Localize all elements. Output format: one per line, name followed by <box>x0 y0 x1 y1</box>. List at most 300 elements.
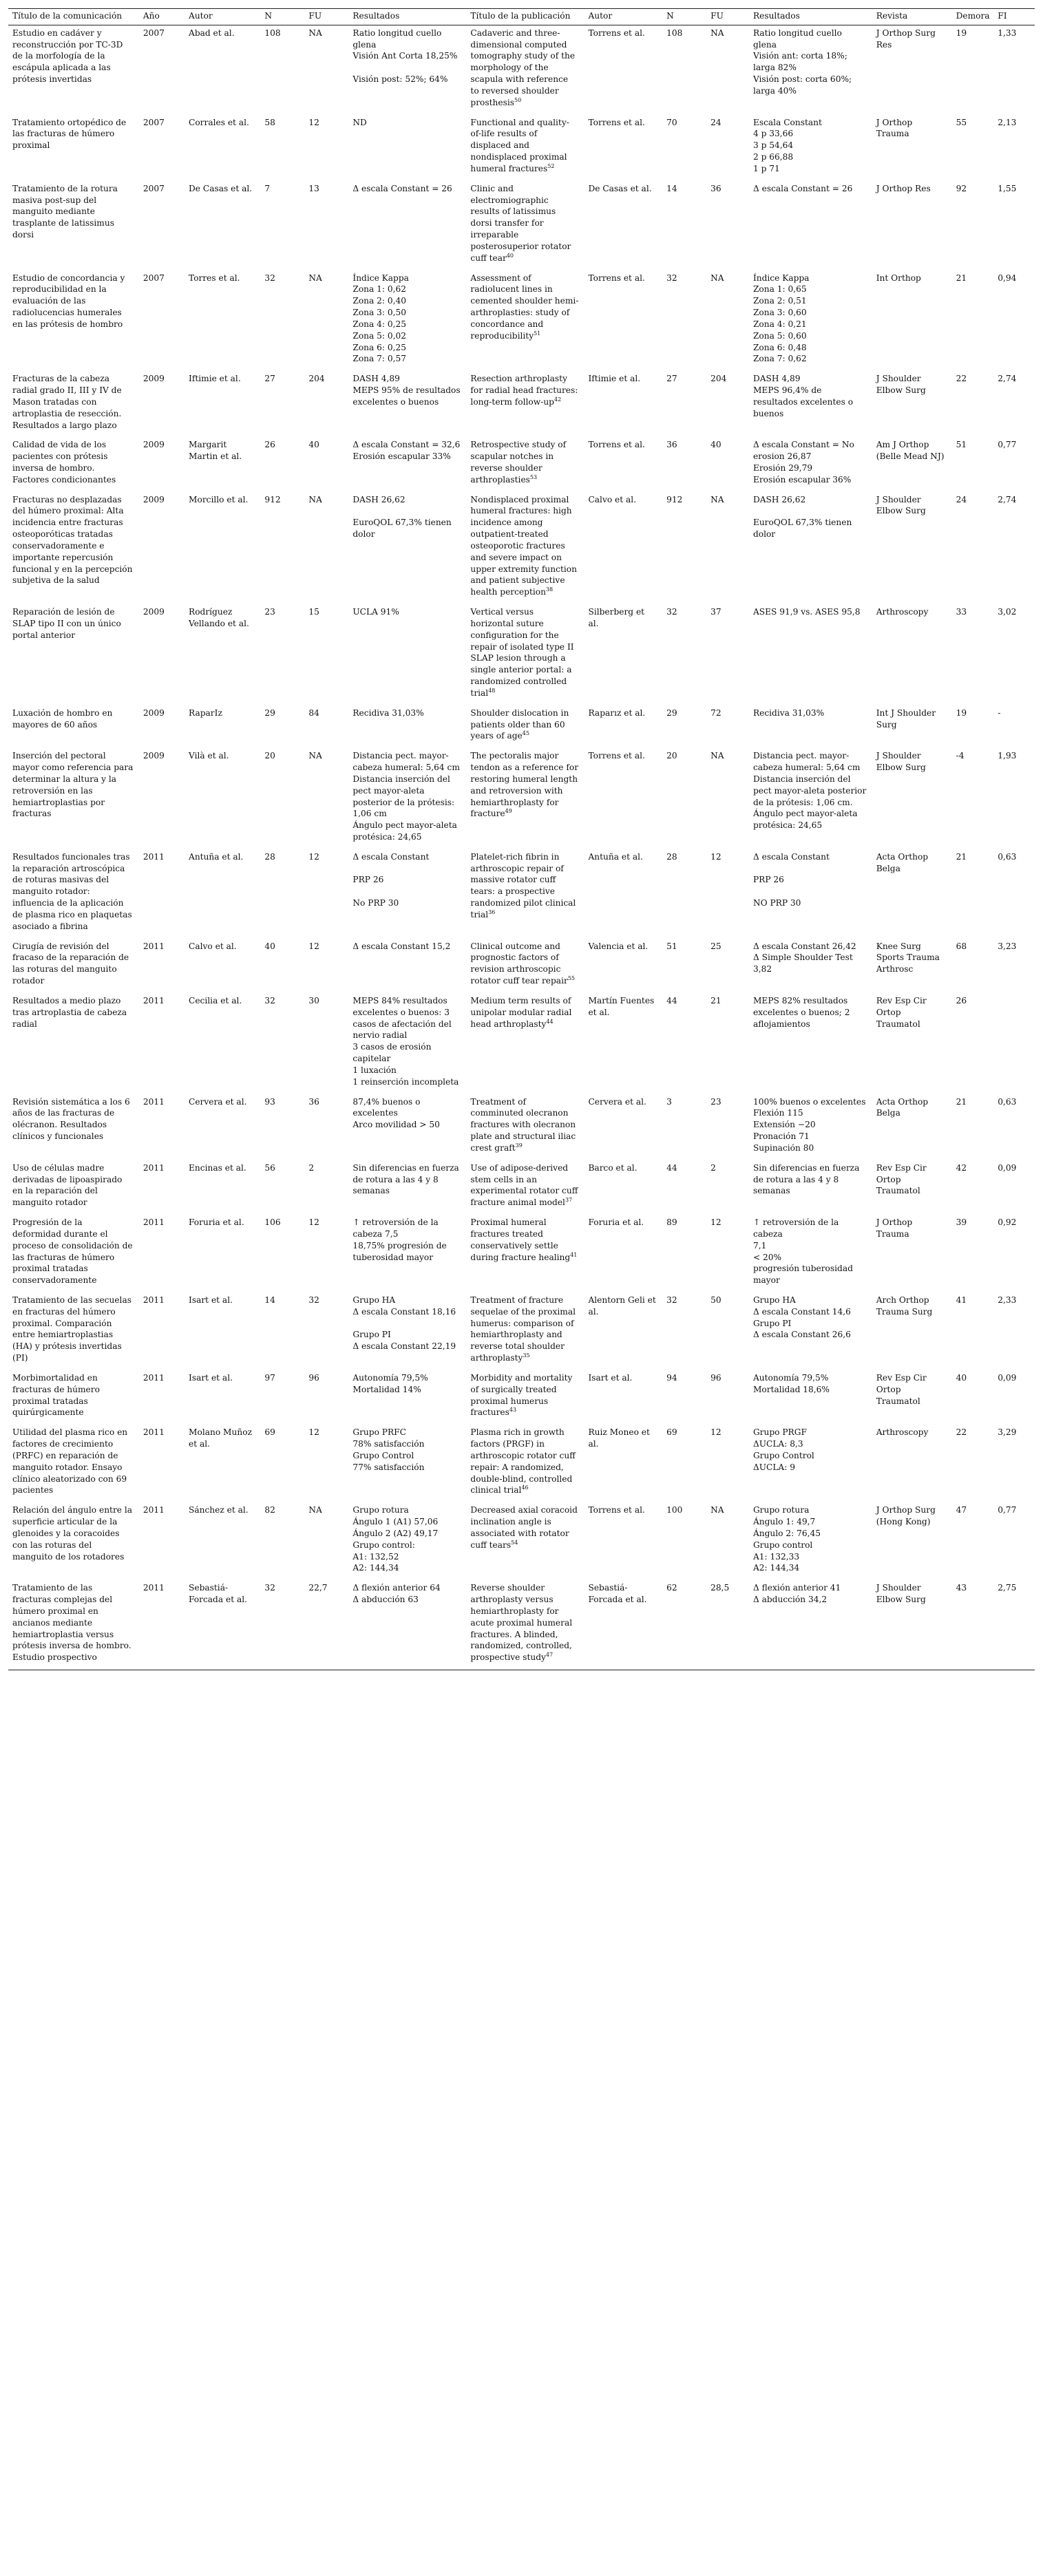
table-row <box>8 939 1035 993</box>
table-row <box>8 604 1035 705</box>
column-header: Demora <box>952 9 994 25</box>
pub-fu-cell: 23 <box>710 1096 721 1107</box>
reference-number: 38 <box>545 586 554 593</box>
impact-factor-cell: 2,33 <box>998 1295 1017 1305</box>
n-cell: 26 <box>264 440 275 450</box>
publication-title-text: Retrospective study of scapular notches in reverse shoulder arthroplasties <box>470 440 567 485</box>
author-cell: Morcillo et al. <box>189 494 249 504</box>
pub-author-cell: Valencia et al. <box>588 941 649 951</box>
pub-author-cell: Iftimie et al. <box>588 374 641 384</box>
pub-results-cell: ↑ retroversión de la cabeza 7,1 < 20% progresión tuberosidad mayor <box>752 1217 853 1286</box>
journal-cell: Arthroscopy <box>876 607 929 617</box>
communication-title: Revisión sistemática a los 6 años de las fracturas de olécranon. Resultados clínicos y funcionales <box>12 1096 130 1142</box>
delay-cell: 19 <box>956 707 967 718</box>
reference-number: 52 <box>547 162 555 169</box>
n-cell: 32 <box>264 273 275 283</box>
n-cell: 7 <box>264 183 271 193</box>
pub-results-cell: Ratio longitud cuello glena Visión ant: corta 18%; larga 82% Visión post: corta 60%; larga 40% <box>752 28 852 96</box>
pub-author-cell: Silberberg et al. <box>588 607 645 628</box>
communication-title: Utilidad del plasma rico en factores de crecimiento (PRFC) en reparación de manguito rotador. Ensayo clínico aleatorizado con 69 pacientes <box>12 1427 128 1495</box>
journal-cell: Rev Esp Cir Ortop Traumatol <box>876 995 927 1029</box>
results-cell: Ratio longitud cuello glena Visión Ant Corta 18,25% Visión post: 52%; 64% <box>352 28 458 85</box>
pub-n-cell: 29 <box>666 707 677 718</box>
pub-fu-cell: NA <box>710 494 724 504</box>
fu-cell: 12 <box>308 851 319 862</box>
delay-cell: 39 <box>956 1217 967 1228</box>
author-cell: Torres et al. <box>189 273 240 283</box>
pub-n-cell: 100 <box>666 1505 683 1515</box>
year-cell: 2009 <box>143 751 165 761</box>
impact-factor-cell: 3,29 <box>998 1427 1017 1438</box>
journal-cell: Arch Orthop Trauma Surg <box>876 1295 933 1317</box>
fu-cell: 32 <box>308 1295 319 1305</box>
n-cell: 93 <box>264 1096 275 1107</box>
reference-number: 37 <box>565 1197 573 1204</box>
pub-author-cell: Barco et al. <box>588 1162 638 1173</box>
delay-cell: 41 <box>956 1295 967 1305</box>
year-cell: 2011 <box>143 1505 165 1515</box>
n-cell: 82 <box>264 1505 275 1515</box>
fu-cell: 96 <box>308 1372 319 1383</box>
column-header: FU <box>304 9 348 25</box>
publication-title-text: Use of adipose-derived stem cells in an experimental rotator cuff fracture animal model <box>470 1162 578 1208</box>
year-cell: 2011 <box>143 851 165 862</box>
n-cell: 912 <box>264 494 281 504</box>
impact-factor-cell <box>993 993 1035 1094</box>
impact-factor-cell: 3,23 <box>998 941 1017 951</box>
year-cell: 2007 <box>143 28 165 38</box>
results-cell: DASH 26,62 EuroQOL 67,3% tienen dolor <box>352 494 452 540</box>
column-header: Año <box>139 9 185 25</box>
publication-title <box>466 270 584 372</box>
reference-number: 53 <box>529 473 538 480</box>
year-cell: 2011 <box>143 941 165 951</box>
table-row <box>8 437 1035 491</box>
publication-title <box>466 115 584 181</box>
publication-title <box>466 1215 584 1292</box>
publication-title <box>466 181 584 270</box>
column-header: Resultados <box>749 9 872 25</box>
author-cell: Cecilia et al. <box>189 995 242 1005</box>
author-cell: De Casas et al. <box>189 183 253 193</box>
author-cell: Corrales et al. <box>189 117 249 127</box>
reference-number: 50 <box>514 96 522 103</box>
year-cell: 2011 <box>143 1295 165 1305</box>
pub-results-cell: Recidiva 31,03% <box>752 707 825 718</box>
pub-results-cell: Sin diferencias en fuerza de rotura a las 4 y 8 semanas <box>752 1162 860 1196</box>
pub-results-cell: ASES 91,9 vs. ASES 95,8 <box>752 607 861 617</box>
author-cell: Isart et al. <box>189 1295 233 1305</box>
publication-title <box>466 604 584 705</box>
n-cell: 69 <box>264 1427 275 1438</box>
communication-title: Tratamiento de las secuelas en fracturas del húmero proximal. Comparación entre hemiartroplastias (HA) y prótesis invertidas (PI) <box>12 1295 131 1363</box>
pub-author-cell: Antuña et al. <box>588 851 643 862</box>
pub-fu-cell: NA <box>710 1505 724 1515</box>
reference-number: 39 <box>515 1142 523 1149</box>
pub-n-cell: 14 <box>666 183 677 193</box>
pub-author-cell: Torrens et al. <box>588 28 645 38</box>
column-header: Autor <box>185 9 260 25</box>
author-cell: Cervera et al. <box>189 1096 247 1107</box>
author-cell: Antuña et al. <box>189 851 244 862</box>
pub-n-cell: 69 <box>666 1427 677 1438</box>
publication-title <box>466 939 584 993</box>
comparison-table <box>8 8 1035 1670</box>
communication-title: Calidad de vida de los pacientes con prótesis inversa de hombro. Factores condicionantes <box>12 440 116 485</box>
n-cell: 32 <box>264 995 275 1005</box>
journal-cell: J Orthop Res <box>876 183 931 193</box>
author-cell: Molano Muñoz et al. <box>189 1427 252 1449</box>
delay-cell: 92 <box>956 183 967 193</box>
fu-cell: 40 <box>308 440 319 450</box>
year-cell: 2009 <box>143 494 165 504</box>
results-cell: ↑ retroversión de la cabeza 7,5 18,75% progresión de tuberosidad mayor <box>352 1217 447 1262</box>
publication-title <box>466 748 584 849</box>
pub-fu-cell: 2 <box>710 1162 716 1173</box>
column-header: Revista <box>872 9 952 25</box>
journal-cell: Arthroscopy <box>876 1427 929 1438</box>
pub-author-cell: Torrens et al. <box>588 751 645 761</box>
pub-author-cell: Foruria et al. <box>588 1217 644 1228</box>
year-cell: 2009 <box>143 607 165 617</box>
delay-cell: 68 <box>956 941 967 951</box>
pub-n-cell: 44 <box>666 995 677 1005</box>
journal-cell: Am J Orthop (Belle Mead NJ) <box>876 440 945 462</box>
impact-factor-cell: 2,74 <box>998 374 1017 384</box>
n-cell: 27 <box>264 374 275 384</box>
publication-title-text: Vertical versus horizontal suture configuration for the repair of isolated type II SLAP lesion through a single anterior portal: a randomized controlled trial <box>470 607 574 698</box>
results-cell: Autonomía 79,5% Mortalidad 14% <box>352 1372 428 1394</box>
table-row <box>8 1160 1035 1215</box>
publication-title-text: Proximal humeral fractures treated conservatively settle during fracture healing <box>470 1217 571 1262</box>
table-row <box>8 1502 1035 1580</box>
publication-title <box>466 1502 584 1580</box>
n-cell: 14 <box>264 1295 275 1305</box>
results-cell: Δ flexión anterior 64 Δ abducción 63 <box>348 1580 466 1670</box>
results-cell: Δ escala Constant PRP 26 No PRP 30 <box>352 851 430 908</box>
publication-title <box>466 1425 584 1502</box>
publication-title <box>466 1160 584 1215</box>
table-row <box>8 115 1035 181</box>
pub-n-cell: 20 <box>666 751 677 761</box>
pub-author-cell: De Casas et al. <box>588 183 652 193</box>
publication-title-text: The pectoralis major tendon as a reference for restoring humeral length and retroversion with hemiarthroplasty for fracture <box>470 751 579 819</box>
pub-author-cell: Torrens et al. <box>588 1505 645 1515</box>
pub-results-cell: Δ escala Constant PRP 26 NO PRP 30 <box>752 851 830 908</box>
pub-fu-cell: 50 <box>710 1295 721 1305</box>
publication-title-text: Shoulder dislocation in patients older than 60 years of age <box>470 707 569 741</box>
pub-n-cell: 27 <box>666 374 677 384</box>
communication-title: Tratamiento de las fracturas complejas del húmero proximal en ancianos mediante hemiartroplastia versus prótesis inversa de hombro. Estudio prospectivo <box>8 1580 139 1670</box>
column-header: Título de la comunicación <box>8 9 139 25</box>
results-cell: Grupo rotura Ángulo 1 (A1) 57,06 Ángulo 2 (A2) 49,17 Grupo control: A1: 132,52 A2: 144,34 <box>352 1505 439 1573</box>
communication-title: Cirugía de revisión del fracaso de la reparación de las roturas del manguito rotador <box>12 941 129 986</box>
year-cell: 2011 <box>143 1162 165 1173</box>
journal-cell: Acta Orthop Belga <box>876 1096 929 1118</box>
pub-results-cell: Δ flexión anterior 41 Δ abducción 34,2 <box>749 1580 872 1670</box>
pub-n-cell: 36 <box>666 440 677 450</box>
year-cell: 2011 <box>143 1427 165 1438</box>
fu-cell: NA <box>308 28 322 38</box>
table-row <box>8 1094 1035 1160</box>
table-row <box>8 1425 1035 1502</box>
pub-n-cell: 108 <box>666 28 683 38</box>
year-cell: 2009 <box>143 440 165 450</box>
reference-number: 40 <box>506 252 514 259</box>
impact-factor-cell: - <box>998 707 1001 718</box>
impact-factor-cell: 2,74 <box>998 494 1017 504</box>
communication-title: Reparación de lesión de SLAP tipo II con un único portal anterior <box>12 607 121 640</box>
pub-fu-cell: 72 <box>710 707 721 718</box>
results-cell: Sin diferencias en fuerza de rotura a las 4 y 8 semanas <box>352 1162 459 1196</box>
journal-cell: Rev Esp Cir Ortop Traumatol <box>876 1372 927 1406</box>
column-header: N <box>260 9 304 25</box>
table-row <box>8 993 1035 1094</box>
delay-cell: 21 <box>956 273 967 283</box>
publication-title <box>466 1292 584 1370</box>
author-cell: Foruria et al. <box>189 1217 244 1228</box>
pub-fu-cell: 12 <box>710 1217 721 1228</box>
table-row <box>8 849 1035 939</box>
pub-author-cell: Cervera et al. <box>588 1096 646 1107</box>
fu-cell: NA <box>308 494 322 504</box>
publication-title-text: Clinical outcome and prognostic factors of revision arthroscopic rotator cuff tear repair <box>470 941 568 986</box>
year-cell: 2009 <box>143 707 165 718</box>
delay-cell: 22 <box>956 1427 967 1438</box>
fu-cell: NA <box>308 273 322 283</box>
pub-n-cell: 70 <box>666 117 677 127</box>
reference-number: 35 <box>523 1352 530 1359</box>
n-cell: 40 <box>264 941 275 951</box>
pub-author-cell: Martín Fuentes et al. <box>588 995 655 1017</box>
pub-results-cell: Δ escala Constant 26,42 Δ Simple Shoulder Test 3,82 <box>752 941 856 975</box>
column-header: Resultados <box>348 9 466 25</box>
journal-cell: J Shoulder Elbow Surg <box>876 374 926 396</box>
pub-author-cell: Torrens et al. <box>588 117 645 127</box>
author-cell: Iftimie et al. <box>189 374 241 384</box>
fu-cell: 2 <box>308 1162 315 1173</box>
communication-title: Progresión de la deformidad durante el proceso de consolidación de las fracturas de húmero proximal tratadas conservadoramente <box>12 1217 133 1286</box>
pub-results-cell: Δ escala Constant = No erosion 26,87 Erosión 29,79 Erosión escapular 36% <box>752 440 854 485</box>
journal-cell: J Shoulder Elbow Surg <box>872 1580 952 1670</box>
impact-factor-cell: 2,13 <box>998 117 1017 127</box>
pub-n-cell: 62 <box>662 1580 706 1670</box>
year-cell: 2011 <box>143 1096 165 1107</box>
reference-number: 55 <box>567 975 575 982</box>
pub-author-cell: Ruiz Moneo et al. <box>588 1427 650 1449</box>
delay-cell: 40 <box>956 1372 967 1383</box>
pub-results-cell: DASH 4,89 MEPS 96,4% de resultados excelentes o buenos <box>752 374 854 418</box>
journal-cell: Int J Shoulder Surg <box>876 707 936 730</box>
pub-results-cell: Escala Constant 4 p 33,66 3 p 54,64 2 p 66,88 1 p 71 <box>752 117 822 173</box>
n-cell: 56 <box>264 1162 275 1173</box>
communication-title: Uso de células madre derivadas de lipoaspirado en la reparación del manguito rotador <box>12 1162 123 1208</box>
year-cell: 2007 <box>143 117 165 127</box>
fu-cell: 84 <box>308 707 319 718</box>
publication-title-text: Functional and quality-of-life results of displaced and nondisplaced proximal humeral fractures <box>470 117 569 173</box>
impact-factor-cell: 0,09 <box>998 1372 1017 1383</box>
author-cell: Margarit Martin et al. <box>189 440 242 462</box>
journal-cell: Acta Orthop Belga <box>876 851 929 873</box>
pub-results-cell: MEPS 82% resultados excelentes o buenos; 2 aflojamientos <box>752 995 850 1029</box>
pub-n-cell: 89 <box>666 1217 677 1228</box>
column-header: FI <box>993 9 1035 25</box>
fu-cell: 13 <box>308 183 319 193</box>
results-cell: Δ escala Constant = 26 <box>352 183 452 193</box>
delay-cell: 19 <box>956 28 967 38</box>
delay-cell: 26 <box>956 995 967 1005</box>
communication-title: Morbimortalidad en fracturas de húmero proximal tratadas quirúrgicamente <box>12 1372 100 1418</box>
pub-fu-cell: 28,5 <box>706 1580 749 1670</box>
publication-title <box>466 1370 584 1425</box>
publication-title-text: Plasma rich in growth factors (PRGF) in arthroscopic rotator cuff repair: A randomized, double-blind, controlled clinical trial <box>470 1427 576 1495</box>
impact-factor-cell: 1,93 <box>998 751 1017 761</box>
author-cell: Sánchez et al. <box>189 1505 249 1515</box>
pub-fu-cell: 40 <box>710 440 721 450</box>
results-cell: Δ escala Constant 15,2 <box>352 941 451 951</box>
reference-number: 42 <box>554 396 562 403</box>
results-cell: Recidiva 31,03% <box>352 707 424 718</box>
publication-title-text: Medium term results of unipolar modular radial head arthroplasty <box>470 995 572 1029</box>
delay-cell: 33 <box>956 607 967 617</box>
pub-fu-cell: 12 <box>710 851 721 862</box>
n-cell: 23 <box>264 607 275 617</box>
fu-cell: 30 <box>308 995 319 1005</box>
pub-n-cell: 44 <box>666 1162 677 1173</box>
table-row <box>8 1215 1035 1292</box>
table-header-row <box>8 9 1035 25</box>
publication-title <box>466 371 584 437</box>
communication-title: Luxación de hombro en mayores de 60 años <box>12 707 113 730</box>
fu-cell: 12 <box>308 1217 319 1228</box>
communication-title: Fracturas de la cabeza radial grado II, III y IV de Mason tratadas con artroplastia de resección. Resultados a largo plazo <box>12 374 122 430</box>
table-row <box>8 1292 1035 1370</box>
pub-n-cell: 32 <box>666 273 677 283</box>
table-row <box>8 181 1035 270</box>
n-cell: 97 <box>264 1372 275 1383</box>
pub-fu-cell: 24 <box>710 117 721 127</box>
author-cell: Vilà et al. <box>189 751 229 761</box>
author-cell: Isart et al. <box>189 1372 233 1383</box>
column-header: N <box>662 9 706 25</box>
impact-factor-cell: 0,09 <box>998 1162 1017 1173</box>
delay-cell: 21 <box>956 1096 967 1107</box>
reference-number: 44 <box>546 1018 554 1025</box>
communication-title: Estudio en cadáver y reconstrucción por TC-3D de la morfología de la escápula aplicada a las prótesis invertidas <box>12 28 123 85</box>
publication-title <box>466 25 584 114</box>
results-cell: Grupo HA Δ escala Constant 18,16 Grupo PI Δ escala Constant 22,19 <box>352 1295 456 1352</box>
publication-title-text: Decreased axial coracoid inclination angle is associated with rotator cuff tears <box>470 1505 578 1550</box>
fu-cell: NA <box>308 1505 322 1515</box>
impact-factor-cell: 0,77 <box>998 440 1017 450</box>
pub-results-cell: Δ escala Constant = 26 <box>752 183 853 193</box>
publication-title-text: Treatment of comminuted olecranon fractures with olecranon plate and structural iliac crest graft <box>470 1096 576 1153</box>
impact-factor-cell: 0,63 <box>998 1096 1017 1107</box>
publication-title-text: Reverse shoulder arthroplasty versus hemiarthroplasty for acute proximal humeral fractures. A blinded, randomized, controlled, prospective study <box>470 1583 573 1663</box>
fu-cell: 12 <box>308 941 319 951</box>
fu-cell: 36 <box>308 1096 319 1107</box>
communication-title: Resultados a medio plazo tras artroplastia de cabeza radial <box>12 995 127 1029</box>
communication-title: Tratamiento ortopédico de las fracturas de húmero proximal <box>12 117 127 151</box>
table-row <box>8 1580 1035 1670</box>
reference-number: 48 <box>488 687 496 694</box>
year-cell: 2011 <box>139 1580 185 1670</box>
reference-number: 41 <box>570 1251 578 1258</box>
reference-number: 46 <box>521 1484 529 1491</box>
communication-title: Tratamiento de la rotura masiva post-sup del manguito mediante trasplante de latissimus dorsi <box>12 183 118 240</box>
pub-fu-cell: NA <box>710 751 724 761</box>
publication-title-text: Nondisplaced proximal humeral fractures: high incidence among outpatient-treated osteoporotic fractures and severe impact on upper extremity function and patient subjective health perception <box>470 494 577 597</box>
communication-title: Fracturas no desplazadas del húmero proximal: Alta incidencia entre fracturas osteoporóticas tratadas conservadoramente e importante repercusión funcional y en la percepción subjetiva de la salud <box>12 494 133 586</box>
publication-title <box>466 849 584 939</box>
table-row <box>8 371 1035 437</box>
year-cell: 2007 <box>143 183 165 193</box>
publication-title-text: Treatment of fracture sequelae of the proximal humerus: comparison of hemiarthroplasty and reverse total shoulder arthroplasty <box>470 1295 576 1363</box>
reference-number: 47 <box>545 1652 554 1659</box>
n-cell: 108 <box>264 28 281 38</box>
results-cell: Distancia pect. mayor-cabeza humeral: 5,64 cm Distancia inserción del pect mayor-aleta posterior de la prótesis: 1,06 cm Ángulo pect mayor-aleta protésica: 24,65 <box>352 751 460 842</box>
journal-cell: J Shoulder Elbow Surg <box>876 494 926 516</box>
journal-cell: Rev Esp Cir Ortop Traumatol <box>876 1162 927 1196</box>
author-cell: Encinas et al. <box>189 1162 246 1173</box>
n-cell: 20 <box>264 751 275 761</box>
year-cell: 2007 <box>143 273 165 283</box>
communication-title: Resultados funcionales tras la reparación artroscópica de roturas masivas del manguito rotador: influencia de la aplicación de plasma rico en plaquetas asociado a fibrina <box>12 851 132 931</box>
author-cell: Abad et al. <box>189 28 235 38</box>
reference-number: 36 <box>488 908 496 915</box>
results-cell: 87,4% buenos o excelentes Arco movilidad > 50 <box>352 1096 440 1130</box>
journal-cell: J Orthop Surg Res <box>876 28 936 50</box>
fu-cell: 22,7 <box>304 1580 348 1670</box>
pub-fu-cell: 37 <box>710 607 721 617</box>
communication-title: Relación del ángulo entre la superficie articular de la glenoides y la coracoides con las roturas del manguito de los rotadores <box>12 1505 133 1562</box>
fu-cell: 15 <box>308 607 319 617</box>
author-cell: Rodríguez Vellando et al. <box>189 607 249 628</box>
author-cell: Sebastiá-Forcada et al. <box>185 1580 260 1670</box>
table-row <box>8 25 1035 114</box>
pub-n-cell: 28 <box>666 851 677 862</box>
year-cell: 2009 <box>143 374 165 384</box>
impact-factor-cell: 3,02 <box>998 607 1017 617</box>
journal-cell: J Shoulder Elbow Surg <box>876 751 926 773</box>
delay-cell: 51 <box>956 440 967 450</box>
fu-cell: 12 <box>308 1427 319 1438</box>
pub-author-cell: Alentorn Geli et al. <box>588 1295 656 1317</box>
n-cell: 106 <box>264 1217 281 1228</box>
delay-cell: 55 <box>956 117 967 127</box>
impact-factor-cell: 0,94 <box>998 273 1017 283</box>
table-row <box>8 1370 1035 1425</box>
pub-n-cell: 912 <box>666 494 683 504</box>
delay-cell: -4 <box>956 751 965 761</box>
results-cell: UCLA 91% <box>352 607 399 617</box>
publication-title <box>466 492 584 604</box>
publication-title-text: Morbidity and mortality of surgically treated proximal humerus fractures <box>470 1372 573 1418</box>
results-cell: Índice Kappa Zona 1: 0,62 Zona 2: 0,40 Zona 3: 0,50 Zona 4: 0,25 Zona 5: 0,02 Zona 6: 0,25 Zona 7: 0,57 <box>352 273 409 364</box>
journal-cell: Int Orthop <box>876 273 921 283</box>
pub-author-cell: Calvo et al. <box>588 494 637 504</box>
delay-cell: 21 <box>956 851 967 862</box>
pub-fu-cell: NA <box>710 273 724 283</box>
journal-cell: J Orthop Trauma <box>876 117 913 139</box>
publication-title-text: Cadaveric and three-dimensional computed tomography study of the morphology of the scapula with reference to reversed shoulder prosthesis <box>470 28 576 107</box>
communication-title: Estudio de concordancia y reproducibilidad en la evaluación de las radiolucencias humerales en las prótesis de hombro <box>12 273 125 329</box>
year-cell: 2011 <box>143 995 165 1005</box>
reference-number: 43 <box>509 1407 517 1414</box>
delay-cell: 22 <box>956 374 967 384</box>
table-row <box>8 270 1035 372</box>
year-cell: 2011 <box>143 1217 165 1228</box>
